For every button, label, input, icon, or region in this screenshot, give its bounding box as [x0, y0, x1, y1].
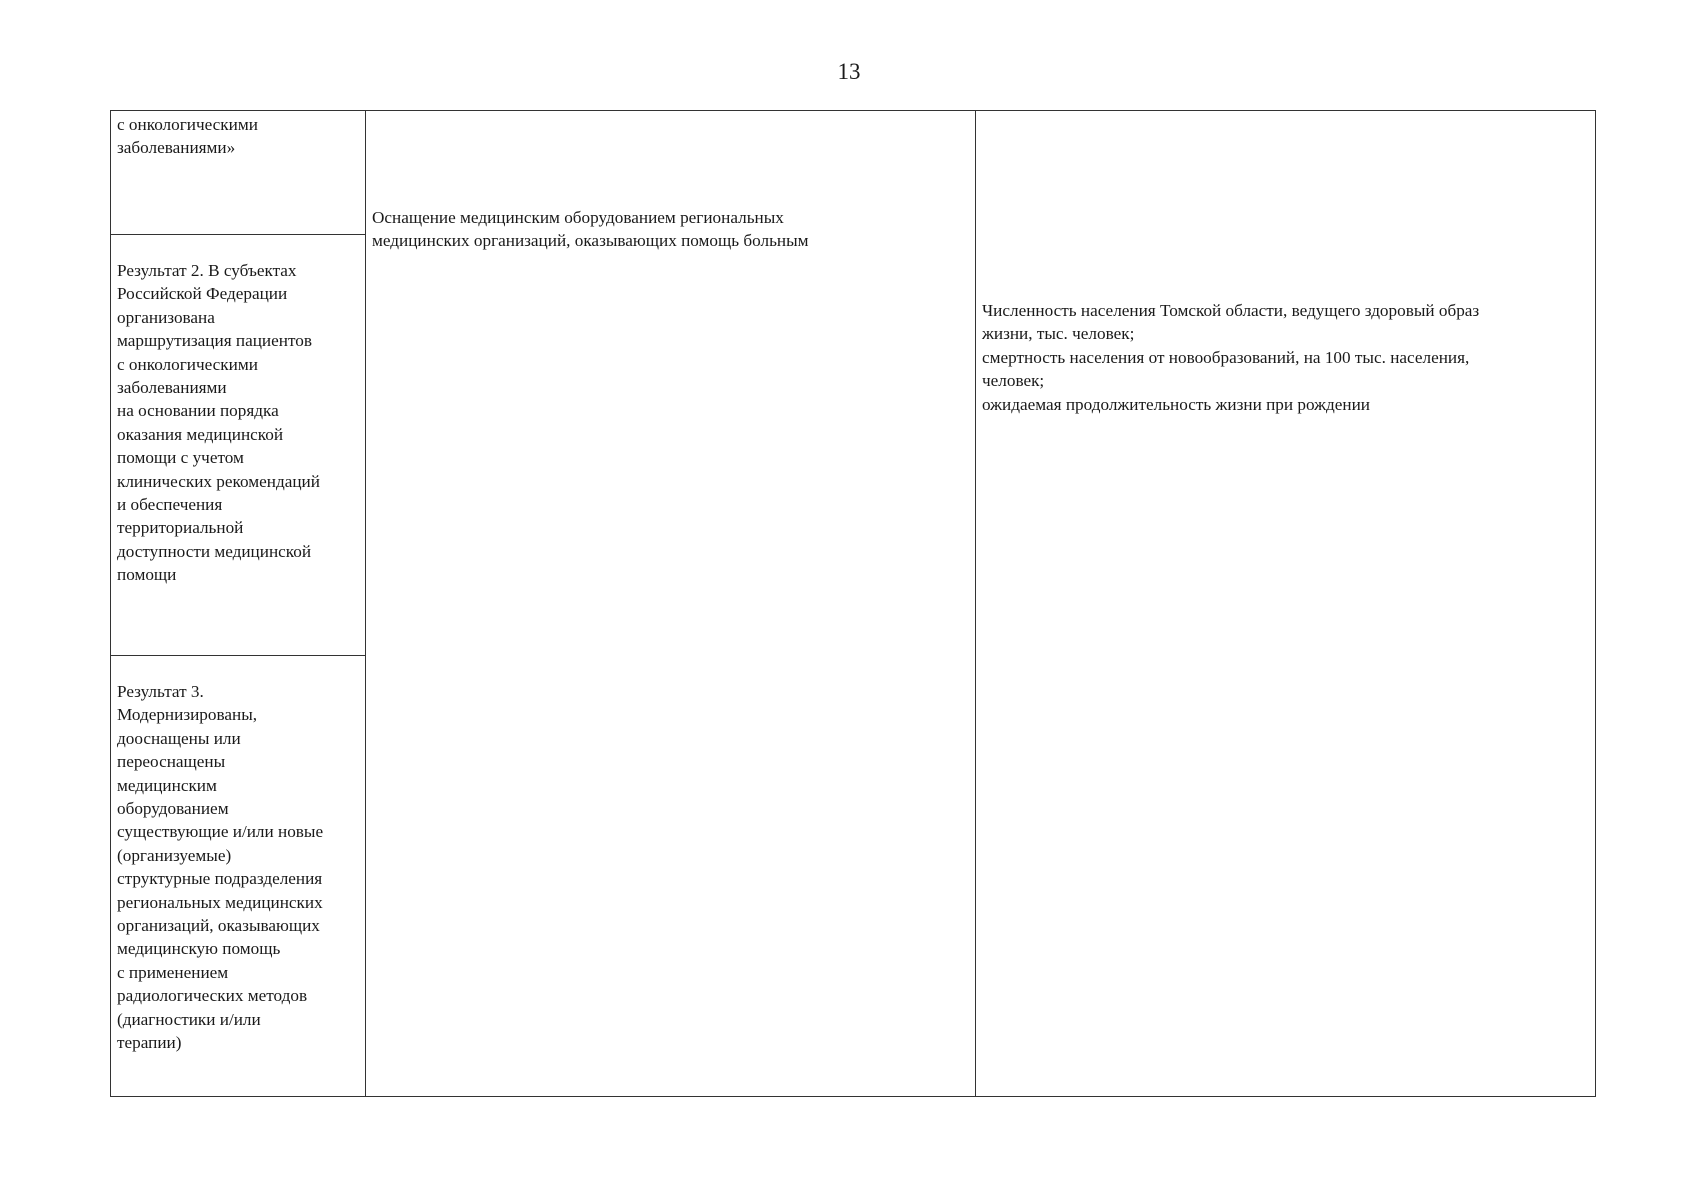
- cell-equipment-measure: Оснащение медицинским оборудованием региональных медицинских организаций, оказывающих помощь больным: [372, 208, 809, 251]
- column-divider-1: [365, 111, 366, 1096]
- page-number: 13: [837, 59, 861, 84]
- cell-result-3: Результат 3. Модернизированы, дооснащены или переоснащены медицинским оборудованием существующие и/или новые (организуемые) структурные подразделения региональных медицинских организаций, оказывающих медицинскую помощь с применением радиологических методов (диагностики и/или терапии): [117, 682, 324, 1053]
- row-divider-1: [111, 234, 365, 235]
- row-divider-2: [111, 655, 365, 656]
- cell-indicators: Численность населения Томской области, ведущего здоровый образ жизни, тыс. человек; смертность населения от новообразований, на 100 тыс. населения, человек; ожидаемая продолжительность жизни при рождении: [982, 301, 1480, 414]
- results-table: [110, 110, 1596, 1097]
- cell-oncology-continuation: с онкологическими заболеваниями»: [117, 115, 258, 158]
- column-divider-2: [975, 111, 976, 1096]
- cell-result-2: Результат 2. В субъектах Российской Федерации организована маршрутизация пациентов с онкологическими заболеваниями на основании порядка оказания медицинской помощи с учетом клинических рекомендаций и обеспечения территориальной доступности медицинской помощи: [117, 261, 320, 585]
